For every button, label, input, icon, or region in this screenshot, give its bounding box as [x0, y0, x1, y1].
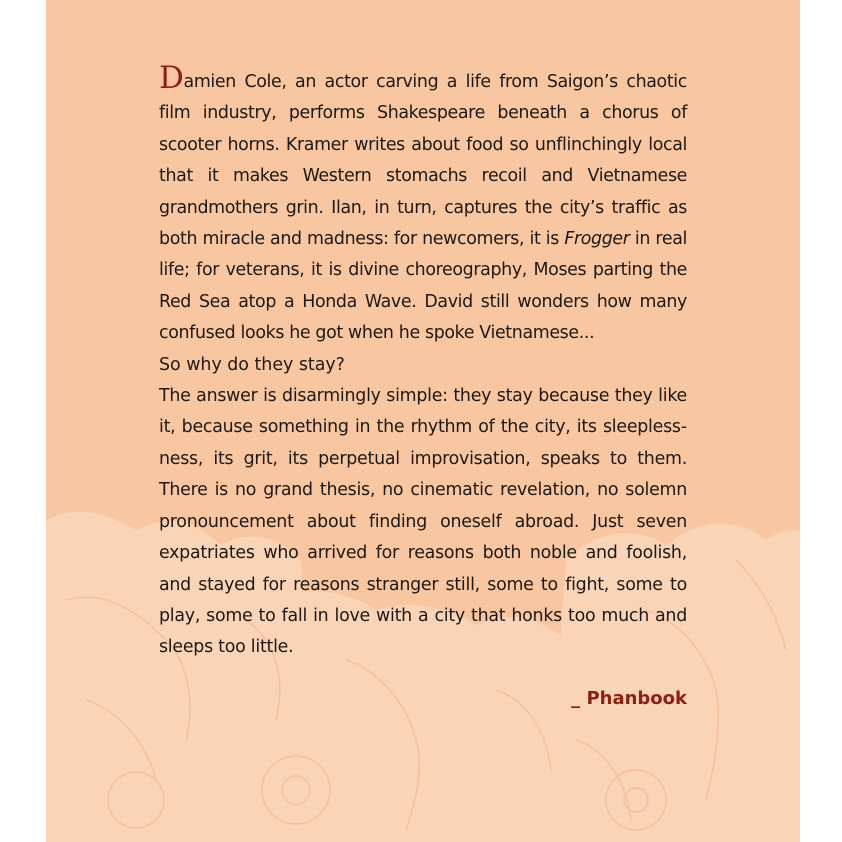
book-page: [46, 0, 800, 842]
signature: _ Phanbook: [571, 688, 687, 709]
paragraph-1-text-a: amien Cole, an actor carving a life from Saigon’s chaotic film industry, performs Shakespeare beneath a chorus of scooter horns. Kramer writes about food so unflinchingly local that it makes Western stomachs recoil and Vietnamese grandmothers grin. Ilan, in turn, captures the city’s traffic as both miracle and madness: for newcomers, it is: [159, 72, 687, 250]
drop-cap: D: [159, 60, 184, 96]
paragraph-1-italic-title: Frogger: [564, 229, 630, 250]
paragraph-2: So why do they stay?: [159, 354, 345, 375]
body-text: [159, 60, 687, 664]
paragraph-3: The answer is disarmingly simple: they stay because they like it, because something in the rhythm of the city, its sleeplessness, its grit, its perpetual improvisation, speaks to them. There is no grand thesis, no cinematic revelation, no solemn pronouncement about finding oneself abroad. Just seven expatriates who arrived for reasons both noble and foolish, and stayed for reasons stranger still, some to fight, some to play, some to fall in love with a city that honks too much and sleeps too little.: [159, 386, 687, 658]
paragraph-1-text-b: in real life; for veterans, it is divine choreography, Moses parting the Red Sea atop a Honda Wave. David still wonders how many confused looks he got when he spoke Vietnamese...: [159, 229, 687, 344]
paragraph-1: [159, 60, 687, 350]
